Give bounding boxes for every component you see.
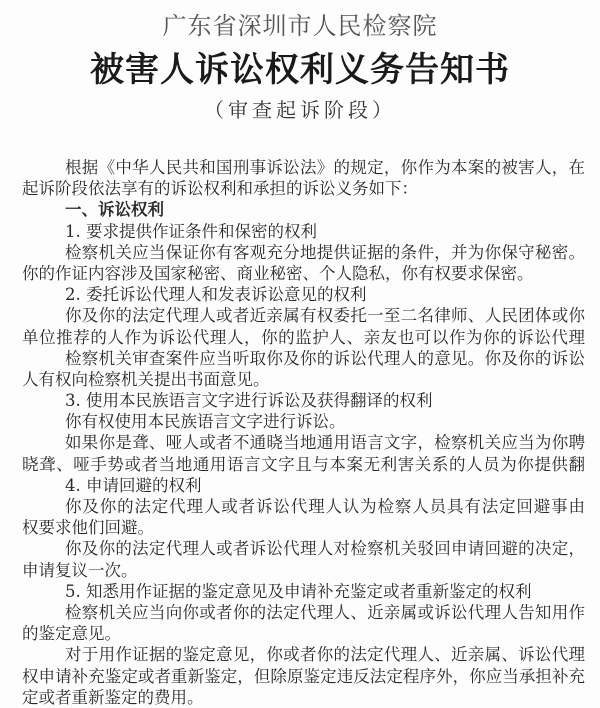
text-line: 检察机关应当保证你有客观充分地提供证据的条件，并为你保守秘密。 — [65, 242, 585, 262]
text-line: 人有权向检察机关提出书面意见。 — [22, 369, 270, 389]
document-subtitle: （审查起诉阶段） — [204, 98, 396, 122]
text-line: 定或者重新鉴定的费用。 — [22, 687, 204, 707]
document-body — [22, 157, 585, 708]
text-line: 单位推荐的人作为诉讼代理人，你的监护人、亲友也可以作为你的诉讼代理 — [22, 327, 585, 347]
text-line: 你及你的法定代理人或者诉讼代理人认为检察人员具有法定回避事由 — [65, 497, 585, 516]
section-heading: 一、诉讼权利 — [65, 200, 164, 220]
text-line: 的鉴定意见。 — [22, 624, 121, 644]
text-line: 你及你的法定代理人或者诉讼代理人对检察机关驳回申请回避的决定， — [65, 539, 585, 559]
text-line: 根据《中华人民共和国刑事诉讼法》的规定，你作为本案的被害人，在 — [65, 158, 585, 177]
text-line: 权申请补充鉴定或者重新鉴定，但除原鉴定违反法定程序外，你应当承担补充 — [22, 666, 585, 686]
text-line: 4. 申请回避的权利 — [65, 475, 202, 495]
text-line: 权要求他们回避。 — [22, 518, 154, 538]
text-line: 晓聋、哑手势或者当地通用语言文字且与本案无利害关系的人员为你提供翻 — [22, 454, 585, 474]
text-line: 你有权使用本民族语言文字进行诉讼。 — [65, 412, 346, 432]
document-title: 被害人诉讼权利义务告知书 — [90, 50, 510, 90]
text-line: 申请复议一次。 — [22, 560, 138, 580]
issuing-organization: 广东省深圳市人民检察院 — [162, 12, 438, 40]
text-line: 1. 要求提供作证条件和保密的权利 — [65, 221, 317, 241]
text-line: 你及你的法定代理人或者近亲属有权委托一至二名律师、人民团体或你 — [65, 306, 585, 326]
text-line: 5. 知悉用作证据的鉴定意见及申请补充鉴定或者重新鉴定的权利 — [65, 581, 532, 601]
text-line: 检察机关应当向你或者你的法定代理人、近亲属或诉讼代理人告知用作 — [65, 602, 585, 622]
text-line: 2. 委托诉讼代理人和发表诉讼意见的权利 — [65, 285, 367, 305]
text-line: 你的作证内容涉及国家秘密、商业秘密、个人隐私，你有权要求保密。 — [22, 263, 534, 283]
text-line: 起诉阶段依法享有的诉讼权利和承担的诉讼义务如下： — [22, 179, 418, 199]
text-line: 如果你是聋、哑人或者不通晓当地通用语言文字，检察机关应当为你聘 — [65, 433, 585, 453]
text-line: 3. 使用本民族语言文字进行诉讼及获得翻译的权利 — [65, 391, 433, 411]
text-line: 检察机关审查案件应当听取你及你的诉讼代理人的意见。你及你的诉讼 — [65, 348, 585, 368]
text-line: 对于用作证据的鉴定意见，你或者你的法定代理人、近亲属、诉讼代理 — [65, 645, 585, 665]
